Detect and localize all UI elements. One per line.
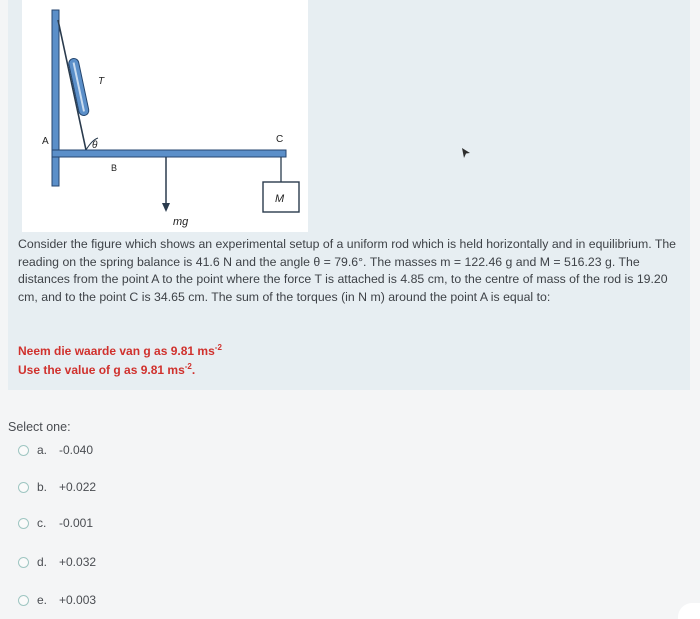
select-one-label: Select one: xyxy=(8,420,71,434)
mouse-cursor-icon xyxy=(461,147,471,159)
option-value: -0.040 xyxy=(59,443,94,457)
option-letter: d. xyxy=(37,555,48,569)
instruction-dutch: Neem die waarde van g as 9.81 $ms^{-2}$ xyxy=(18,343,222,358)
label-mass: M xyxy=(275,193,285,205)
support-post xyxy=(52,10,59,186)
horizontal-rod xyxy=(52,150,286,157)
label-angle: θ xyxy=(92,140,98,151)
radio-button-icon[interactable] xyxy=(18,445,29,456)
option-d[interactable] xyxy=(18,555,96,569)
radio-button-icon[interactable] xyxy=(18,595,29,606)
question-text xyxy=(18,236,678,306)
spring-balance xyxy=(68,58,90,117)
option-letter: c. xyxy=(37,516,47,530)
radio-button-icon[interactable] xyxy=(18,482,29,493)
question-body: Consider the figure which shows an experimental setup of a uniform rod which is held horizontally and in equilibrium. The reading on the spring balance is 41.6 N and the angle θ = 79.6°. The masses m = 122.46 g and M = 516.23 g. The distances from the point A to the point where the force T is attached is 4.85 cm, to the centre of mass of the rod is 19.20 cm, and to the point C is 34.65 cm. The sum of the torques (in N m) around the point A is equal to: xyxy=(18,237,677,304)
corner-decoration xyxy=(678,603,700,619)
radio-button-icon[interactable] xyxy=(18,518,29,529)
label-point-a: A xyxy=(42,136,49,147)
instruction-english: Use the value of g as 9.81 $ms^{-2}$. xyxy=(18,362,196,377)
radio-button-icon[interactable] xyxy=(18,557,29,568)
option-value: +0.032 xyxy=(59,555,97,569)
option-b[interactable] xyxy=(18,480,96,494)
option-letter: a. xyxy=(37,443,48,457)
option-value: +0.022 xyxy=(59,480,97,494)
label-point-b: B xyxy=(111,163,118,173)
label-weight: mg xyxy=(173,216,189,228)
answer-section xyxy=(8,412,408,612)
option-e[interactable] xyxy=(18,593,96,607)
option-c[interactable] xyxy=(18,516,93,530)
option-a[interactable] xyxy=(18,443,93,457)
option-value: -0.001 xyxy=(59,516,94,530)
label-tension: T xyxy=(98,76,105,87)
question-figure xyxy=(22,0,308,232)
option-letter: b. xyxy=(37,480,48,494)
question-panel xyxy=(8,0,690,390)
label-point-c: C xyxy=(276,134,284,145)
option-letter: e. xyxy=(37,593,48,607)
option-value: +0.003 xyxy=(59,593,97,607)
rod-diagram xyxy=(22,0,308,232)
